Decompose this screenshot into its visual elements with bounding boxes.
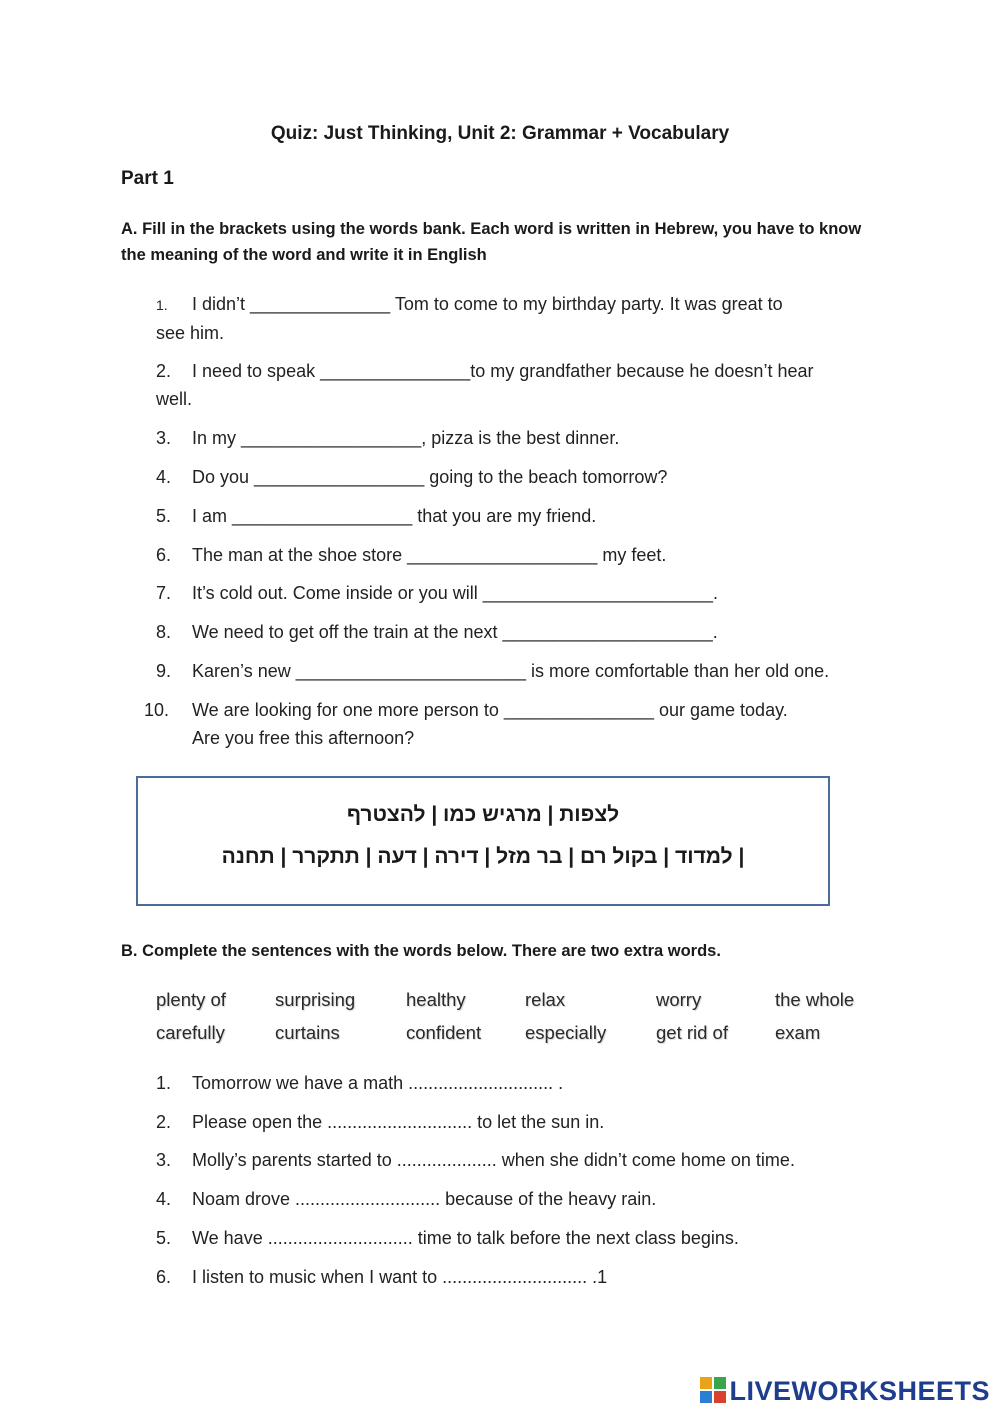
liveworksheets-logo [700,1376,990,1407]
word-bank-line-1: לצפות | מרגיש כמו | להצטרף [346,803,620,826]
question-text: We have ............................. time to talk before the next class begins. [192,1228,739,1248]
question-number: 4. [156,1189,172,1209]
question-text: I didn’t ______________ Tom to come to my birthday party. It was great to [192,294,783,314]
question-b-3 [156,1146,936,1174]
question-b-2 [156,1108,906,1136]
question-continuation: well. [156,389,193,409]
question-a-2 [156,357,906,413]
word-bank-box [136,776,830,906]
question-number: 2. [156,1112,172,1132]
logo-text: LIVEWORKSHEETS [729,1376,990,1406]
question-number: 7. [156,583,172,603]
question-number: 8. [156,622,172,642]
word-option: curtains [275,1022,340,1043]
question-a-7 [156,579,906,607]
question-number: 3. [156,1150,172,1170]
question-a-5 [156,502,906,530]
question-number: 1. [156,297,168,313]
word-option: worry [656,989,702,1010]
question-b-4 [156,1185,906,1213]
question-number: 6. [156,545,172,565]
question-a-6 [156,541,906,569]
question-a-9 [156,657,936,685]
word-option: relax [525,989,566,1010]
question-number: 10. [144,700,170,720]
question-b-6 [156,1263,906,1291]
word-option: plenty of [156,989,226,1010]
question-text: We need to get off the train at the next _____________________. [192,622,718,642]
question-number: 2. [156,361,172,381]
question-text: I need to speak _______________to my grandfather because he doesn’t hear [192,361,814,381]
question-text: Do you _________________ going to the beach tomorrow? [192,467,668,487]
page-title: Quiz: Just Thinking, Unit 2: Grammar + Vocabulary [270,123,730,144]
question-a-10 [144,696,906,752]
question-continuation: Are you free this afternoon? [192,728,415,748]
question-text: It’s cold out. Come inside or you will _______________________. [192,583,719,603]
question-b-1 [156,1069,906,1097]
question-text: We are looking for one more person to _______________ our game today. [192,700,788,720]
section-a-instruction: A. Fill in the brackets using the words bank. Each word is written in Hebrew, you have to know the meaning of the word and write it in English [121,220,862,264]
question-number: 3. [156,428,172,448]
question-text: Karen’s new _______________________ is more comfortable than her old one. [192,661,830,681]
question-text: The man at the shoe store ___________________ my feet. [192,545,667,565]
question-a-3 [156,424,906,452]
question-a-4 [156,463,906,491]
question-number: 5. [156,1228,172,1248]
question-text: I am __________________ that you are my friend. [192,506,597,526]
question-b-5 [156,1224,906,1252]
question-text: Please open the ............................. to let the sun in. [192,1112,605,1132]
word-option: carefully [156,1022,225,1043]
word-option: healthy [406,989,466,1010]
question-number: 6. [156,1267,172,1287]
question-a-1 [156,290,906,347]
question-text: I listen to music when I want to ............................. .1 [192,1267,608,1287]
question-text: Tomorrow we have a math ............................. . [192,1073,564,1093]
question-text: Molly’s parents started to .................... when she didn’t come home on time. [192,1150,795,1170]
question-number: 4. [156,467,172,487]
word-option: exam [775,1022,821,1043]
section-b-instruction: B. Complete the sentences with the words below. There are two extra words. [121,942,721,960]
logo-grid-icon [700,1377,726,1403]
word-option: confident [406,1022,482,1043]
question-continuation: see him. [156,323,225,343]
part-heading: Part 1 [121,168,174,189]
question-number: 5. [156,506,172,526]
word-option: especially [525,1022,607,1043]
word-option: surprising [275,989,356,1010]
word-option: the whole [775,989,855,1010]
question-number: 9. [156,661,172,681]
word-bank-line-2: | למדוד | בקול רם | בר מזל | דירה | דעה | תתקרר | תחנה [221,845,745,868]
question-a-8 [156,618,906,646]
question-text: In my __________________, pizza is the best dinner. [192,428,620,448]
question-text: Noam drove ............................. because of the heavy rain. [192,1189,657,1209]
word-option: get rid of [656,1022,728,1043]
question-number: 1. [156,1073,172,1093]
